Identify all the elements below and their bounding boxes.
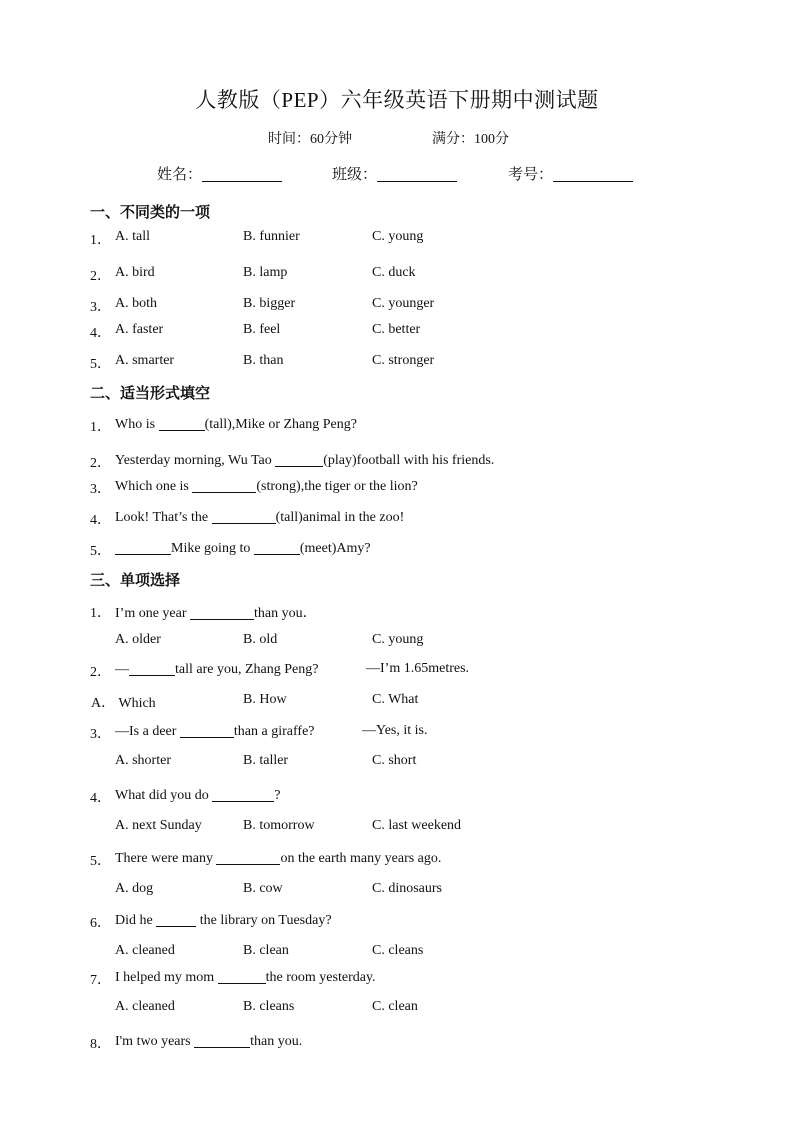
question-text: (meet)Amy?	[299, 541, 371, 556]
question-text: (play)football with his friends.	[323, 453, 495, 468]
name-label: 姓名：	[157, 167, 203, 183]
answer-blank[interactable]	[212, 509, 276, 524]
question-text: I helped my mom	[115, 970, 218, 985]
question-text: Look! That’s the	[115, 510, 212, 525]
answer-blank[interactable]	[275, 452, 323, 467]
answer-blank[interactable]	[115, 540, 171, 555]
option-b[interactable]: B. old	[243, 632, 278, 647]
option-b[interactable]: B. taller	[243, 753, 289, 768]
reply-text: —I’m 1.65metres.	[366, 661, 470, 676]
answer-blank[interactable]	[159, 416, 205, 431]
question-number: 8．	[90, 1037, 111, 1052]
question-text: —	[115, 662, 129, 677]
option-b: B. lamp	[243, 265, 288, 280]
question-text: (tall),Mike or Zhang Peng?	[204, 417, 357, 432]
option-a: A. smarter	[115, 353, 175, 368]
question-text: the library on Tuesday?	[196, 913, 332, 928]
option-a[interactable]: A. next Sunday	[115, 818, 202, 833]
option-c: C. stronger	[372, 353, 435, 368]
answer-blank[interactable]	[254, 540, 300, 555]
option-c[interactable]: C. clean	[372, 999, 418, 1014]
page-title: 人教版（PEP）六年级英语下册期中测试题	[195, 88, 599, 112]
s3-question-7-text	[115, 969, 376, 986]
s3-question-4-text	[115, 787, 280, 804]
question-number: 2．	[90, 456, 111, 471]
section-3-heading: 三、单项选择	[90, 571, 181, 589]
option-b[interactable]: B. clean	[243, 943, 289, 958]
option-b: B. bigger	[243, 296, 296, 311]
name-field	[157, 163, 282, 184]
exam-time: 时间：60分钟	[268, 132, 352, 147]
s2-question-2-text	[115, 452, 494, 469]
question-text: There were many	[115, 851, 217, 866]
question-text: Who is	[115, 417, 159, 432]
question-text: Mike going to	[171, 541, 254, 556]
option-c[interactable]: C. cleans	[372, 943, 424, 958]
option-a: A. faster	[115, 322, 164, 337]
question-text: than you．	[254, 606, 317, 621]
option-b[interactable]: B. How	[243, 692, 287, 707]
s2-question-1-text	[115, 416, 357, 433]
question-text: Yesterday morning, Wu Tao	[115, 453, 276, 468]
option-c[interactable]: C. last weekend	[372, 818, 462, 833]
question-number: 3．	[90, 727, 111, 742]
option-a[interactable]: A. cleaned	[115, 999, 175, 1014]
question-number: 3．	[90, 300, 111, 315]
question-text: (tall)animal in the zoo!	[275, 510, 405, 525]
answer-blank[interactable]	[218, 969, 266, 984]
id-label: 考号：	[508, 167, 554, 183]
question-number: 4．	[90, 791, 111, 806]
s3-question-5-text	[115, 850, 441, 867]
question-number: 3．	[90, 482, 111, 497]
option-c: C. duck	[372, 265, 416, 280]
option-c[interactable]: C. young	[372, 632, 424, 647]
class-field	[332, 163, 457, 184]
question-number: 2．	[90, 665, 111, 680]
question-number: 5．	[90, 544, 111, 559]
question-number: 5．	[90, 854, 111, 869]
answer-blank[interactable]	[216, 850, 280, 865]
question-text: on the earth many years ago.	[280, 851, 442, 866]
question-text: tall are you, Zhang Peng?	[175, 662, 319, 677]
question-number: 1．	[90, 233, 111, 248]
class-label: 班级：	[332, 167, 378, 183]
s3-question-1-text	[115, 602, 317, 622]
answer-blank[interactable]	[156, 912, 196, 927]
s3-question-6-text	[115, 912, 332, 929]
answer-blank[interactable]	[190, 605, 254, 620]
s2-question-4-text	[115, 509, 404, 526]
option-a[interactable]: A. cleaned	[115, 943, 175, 958]
question-number: 2．	[90, 269, 111, 284]
question-text: Did he	[115, 913, 157, 928]
option-b[interactable]: B. cleans	[243, 999, 295, 1014]
s3-question-8-text	[115, 1033, 302, 1050]
question-text: ?	[274, 788, 281, 803]
id-field	[508, 163, 633, 184]
question-number: 6．	[90, 916, 111, 931]
question-text: than you.	[250, 1034, 303, 1049]
question-text: (strong),the tiger or the lion?	[256, 479, 418, 494]
section-1-heading: 一、不同类的一项	[90, 203, 211, 221]
question-number: 5．	[90, 357, 111, 372]
option-a: A. bird	[115, 265, 155, 280]
option-c: C. better	[372, 322, 421, 337]
question-number: 1．	[90, 420, 111, 435]
question-text: than a giraffe?	[233, 724, 315, 739]
answer-blank[interactable]	[212, 787, 274, 802]
option-b: B. than	[243, 353, 284, 368]
option-a: A. both	[115, 296, 157, 311]
option-c[interactable]: C. dinosaurs	[372, 881, 442, 896]
question-number: 4．	[90, 326, 111, 341]
section-2-heading: 二、适当形式填空	[90, 384, 211, 402]
option-a[interactable]: A. older	[115, 632, 161, 647]
option-a[interactable]: A. shorter	[115, 753, 171, 768]
class-blank[interactable]	[377, 167, 457, 182]
option-c: C. young	[372, 229, 424, 244]
name-blank[interactable]	[202, 167, 282, 182]
option-c[interactable]: C. What	[372, 692, 419, 707]
s2-question-5-text	[115, 540, 371, 557]
question-number: 7．	[90, 973, 111, 988]
answer-blank[interactable]	[192, 478, 256, 493]
question-text: the room yesterday.	[265, 970, 376, 985]
option-b[interactable]: B. tomorrow	[243, 818, 315, 833]
question-number: 1．	[90, 606, 111, 621]
answer-blank[interactable]	[129, 661, 175, 676]
option-b[interactable]: B. cow	[243, 881, 283, 896]
option-a[interactable]: A． Which	[91, 696, 156, 711]
question-text: —Is a deer	[115, 724, 180, 739]
full-score: 满分：100分	[432, 132, 509, 147]
question-text: I'm two years	[115, 1034, 195, 1049]
id-blank[interactable]	[553, 167, 633, 182]
option-c[interactable]: C. short	[372, 753, 417, 768]
option-b: B. funnier	[243, 229, 300, 244]
s3-question-2-text	[115, 661, 318, 678]
question-number: 4．	[90, 513, 111, 528]
answer-blank[interactable]	[180, 723, 234, 738]
answer-blank[interactable]	[194, 1033, 250, 1048]
question-text: Which one is	[115, 479, 193, 494]
option-a[interactable]: A. dog	[115, 881, 154, 896]
option-b: B. feel	[243, 322, 281, 337]
option-c: C. younger	[372, 296, 435, 311]
question-text: What did you do	[115, 788, 213, 803]
question-text: I’m one year	[115, 606, 191, 621]
s2-question-3-text	[115, 478, 418, 495]
reply-text: —Yes, it is.	[362, 723, 428, 738]
option-a: A. tall	[115, 229, 150, 244]
s3-question-3-text	[115, 723, 315, 740]
